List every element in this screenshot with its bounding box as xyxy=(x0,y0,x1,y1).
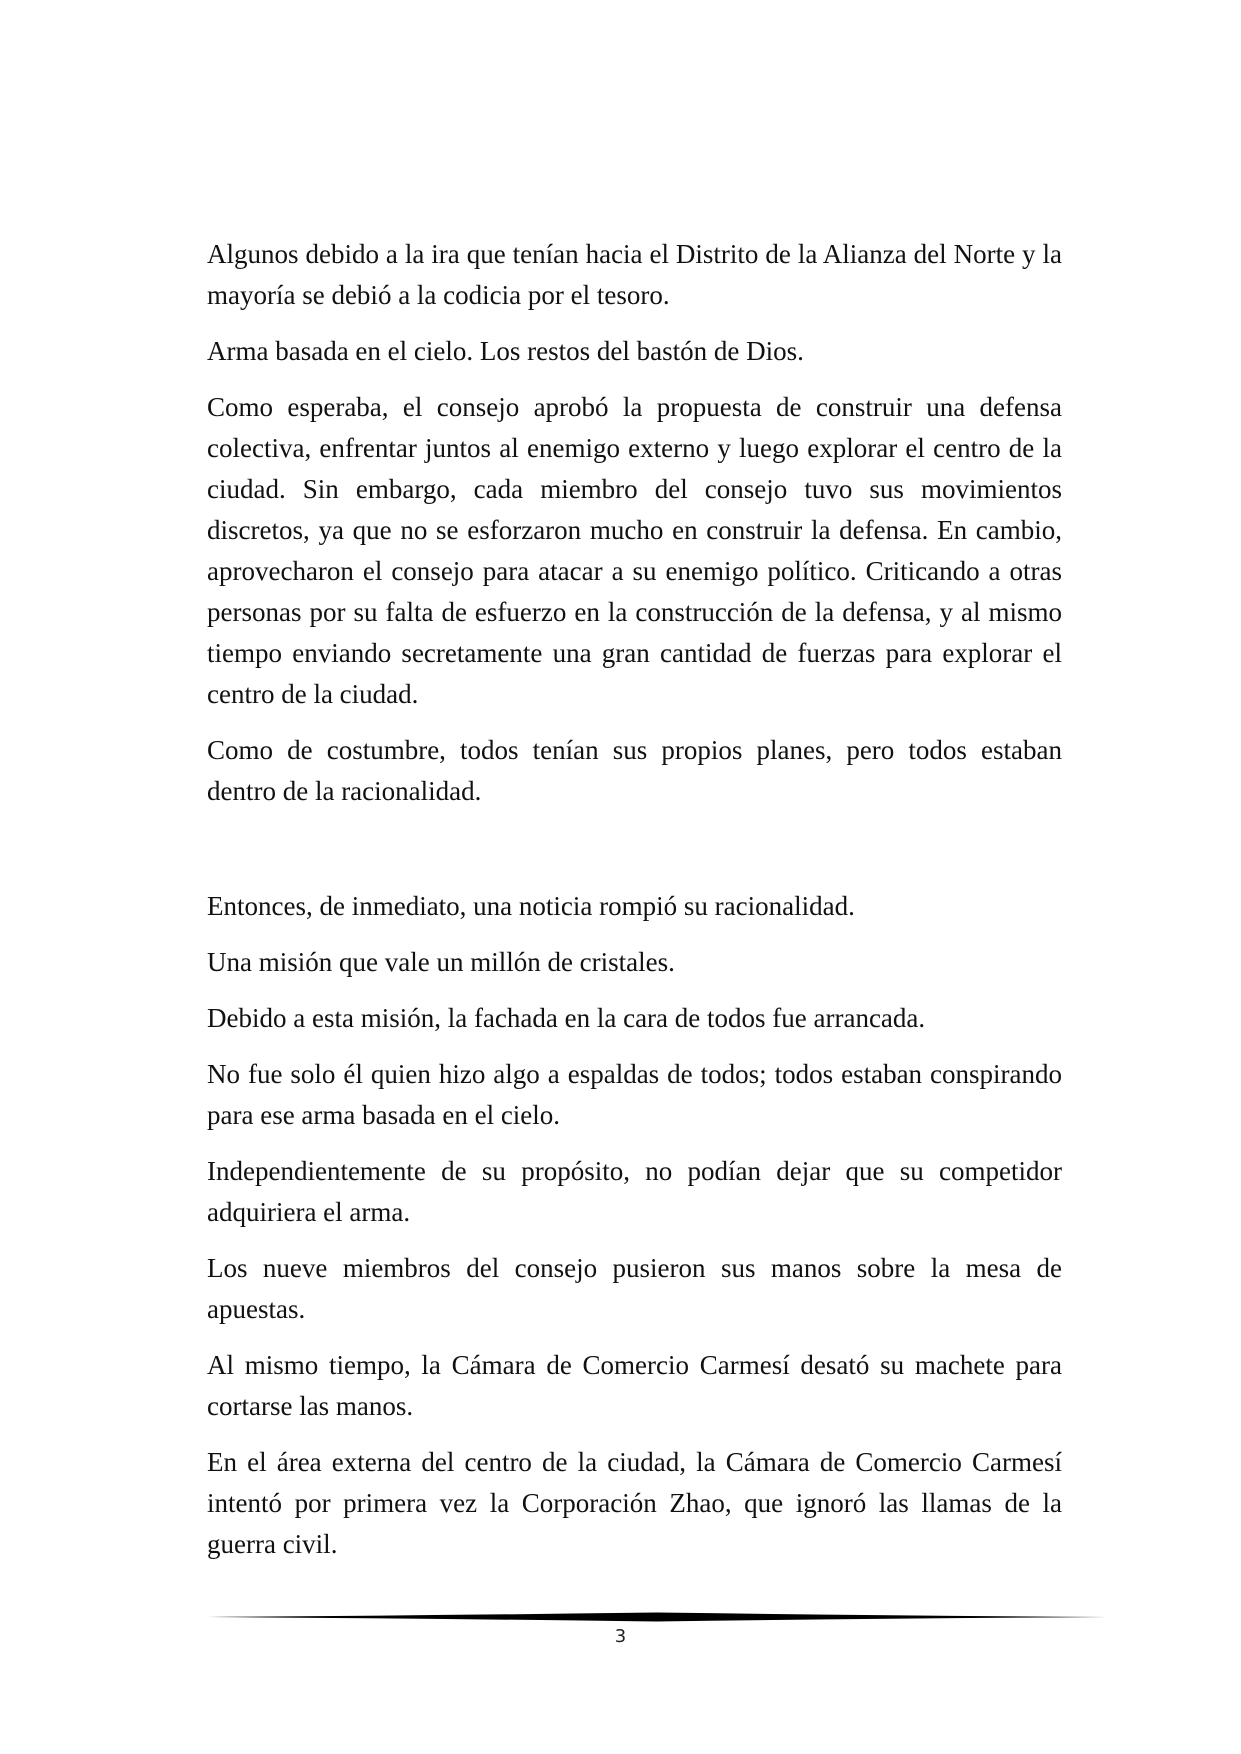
paragraph: En el área externa del centro de la ciudad, la Cámara de Comercio Carmesí intentó por primera vez la Corporación Zhao, que ignoró las llamas de la guerra civil. xyxy=(207,1447,1062,1559)
paragraph: Debido a esta misión, la fachada en la cara de todos fue arrancada. xyxy=(207,1003,926,1033)
paragraph: Como de costumbre, todos tenían sus propios planes, pero todos estaban dentro de la racionalidad. xyxy=(207,735,1062,806)
paragraph: Arma basada en el cielo. Los restos del bastón de Dios. xyxy=(207,336,804,366)
paragraph: Algunos debido a la ira que tenían hacia el Distrito de la Alianza del Norte y la mayoría se debió a la codicia por el tesoro. xyxy=(207,239,1062,310)
paragraph: Los nueve miembros del consejo pusieron sus manos sobre la mesa de apuestas. xyxy=(207,1253,1062,1324)
footer-divider xyxy=(207,1610,1107,1624)
footer-divider-shape xyxy=(207,1613,1107,1622)
paragraph: Independientemente de su propósito, no podían dejar que su competidor adquiriera el arma. xyxy=(207,1156,1062,1227)
paragraph: Entonces, de inmediato, una noticia rompió su racionalidad. xyxy=(207,891,855,921)
paragraph: Al mismo tiempo, la Cámara de Comercio Carmesí desató su machete para cortarse las manos. xyxy=(207,1350,1062,1421)
page-number: 3 xyxy=(614,1626,627,1647)
paragraph: No fue solo él quien hizo algo a espaldas de todos; todos estaban conspirando para ese arma basada en el cielo. xyxy=(207,1059,1062,1130)
section-break xyxy=(207,827,1062,886)
paragraph: Una misión que vale un millón de cristales. xyxy=(207,947,675,977)
body-text xyxy=(207,234,1062,1580)
paragraph: Como esperaba, el consejo aprobó la propuesta de construir una defensa colectiva, enfrentar juntos al enemigo externo y luego explorar el centro de la ciudad. Sin embargo, cada miembro del consejo tuvo sus movimientos discretos, ya que no se esforzaron mucho en construir la defensa. En cambio, aprovecharon el consejo para atacar a su enemigo político. Criticando a otras personas por su falta de esfuerzo en la construcción de la defensa, y al mismo tiempo enviando secretamente una gran cantidad de fuerzas para explorar el centro de la ciudad. xyxy=(207,392,1062,709)
